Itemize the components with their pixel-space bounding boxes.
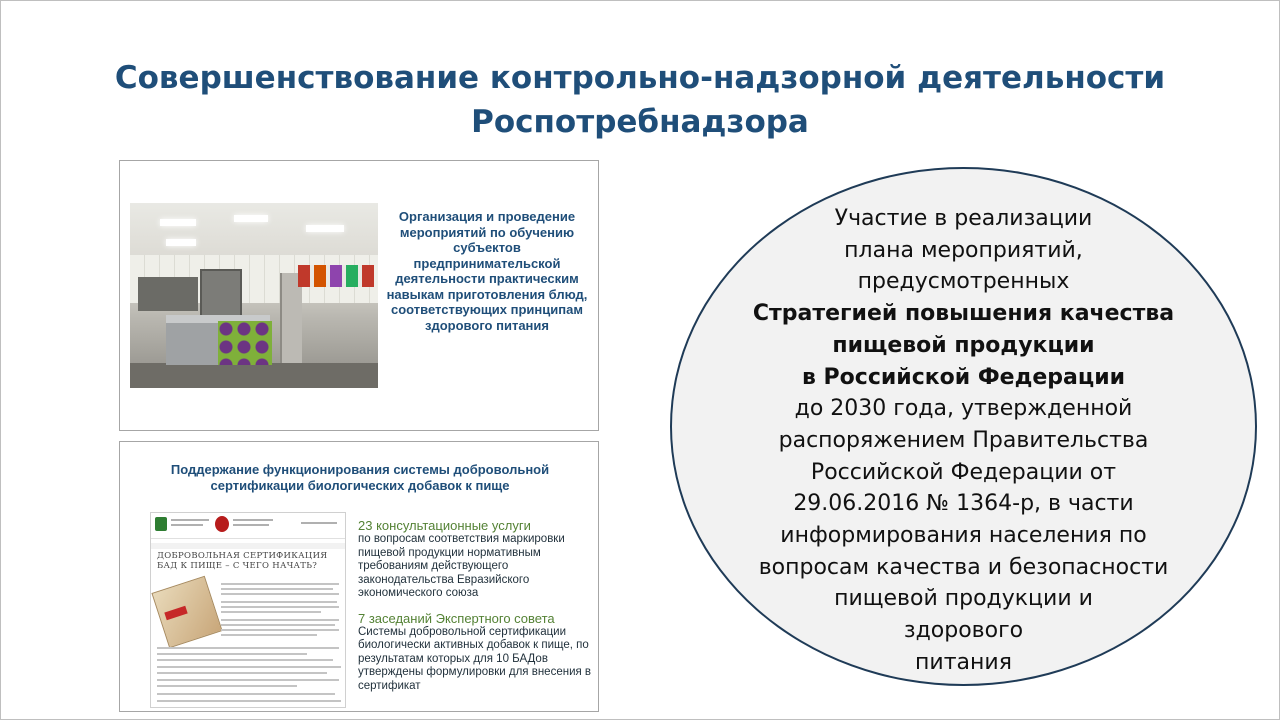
header-text-line [171, 524, 203, 526]
consultation-heading: 23 консультационные услуги [358, 518, 531, 533]
webpage-text-line [221, 593, 339, 595]
webpage-text-line [221, 588, 333, 590]
slide-title-line-1: Совершенствование контрольно-надзорной деятельности [114, 60, 1166, 96]
webpage-text-line [221, 611, 321, 613]
ceiling-light [234, 215, 268, 222]
strategy-bold-line [690, 298, 1237, 330]
strategy-line: пищевой продукции и [834, 586, 1093, 612]
webpage-text-line [157, 672, 327, 674]
webpage-heading: ДОБРОВОЛЬНАЯ СЕРТИФИКАЦИЯ БАД К ПИЩЕ – С ЧЕГО НАЧАТЬ? [157, 551, 328, 571]
header-text-line [171, 519, 209, 521]
webpage-text-line [221, 624, 335, 626]
kitchen-shelf [138, 277, 198, 311]
strategy-line: Российской Федерации от [810, 459, 1117, 485]
strategy-line: предусмотренных [857, 269, 1070, 295]
ceiling-light [160, 219, 196, 226]
strategy-line: вопросам качества и безопасности [758, 554, 1169, 580]
institute-logo-icon [155, 517, 167, 531]
strategy-line: плана мероприятий, [844, 237, 1083, 263]
webpage-text-line [157, 700, 341, 702]
strategy-bold-text: пищевой продукции [832, 332, 1095, 358]
webpage-text-line [221, 629, 339, 631]
training-card-text: Организация и проведение мероприятий по обучению субъектов предпринимательской деятельности практическим навыкам приготовления блюд, соответствующих принципам здорового питания [386, 209, 588, 333]
webpage-header [151, 513, 346, 539]
certification-info [358, 518, 594, 703]
webpage-text-line [221, 606, 339, 608]
certification-title-line-1: Поддержание функционирования системы добровольной [170, 462, 550, 477]
header-text-line [233, 519, 273, 521]
slide-title [40, 56, 1240, 144]
ceiling-light [166, 239, 196, 246]
strategy-line: распоряжением Правительства [778, 427, 1149, 453]
wall-posters [298, 265, 374, 287]
webpage-text-line [221, 634, 317, 636]
strategy-line: здорового [903, 618, 1024, 644]
strategy-bold-text: в Российской Федерации [801, 364, 1126, 390]
certification-card-title [130, 462, 590, 494]
webpage-text-line [157, 679, 339, 681]
certification-card [119, 441, 599, 712]
consultation-block [358, 518, 594, 601]
header-text-line [301, 522, 337, 524]
strategy-text [690, 203, 1237, 679]
slide-title-line-2: Роспотребнадзора [471, 104, 809, 140]
strategy-line: питания [915, 649, 1012, 675]
strategy-line: Участие в реализации [834, 206, 1093, 231]
consultation-text: по вопросам соответствия маркировки пищевой продукции нормативным требованиям действующего законодательства Евразийского экономического союза [358, 533, 565, 599]
webpage-text-line [221, 601, 337, 603]
webpage-screenshot [150, 512, 346, 708]
webpage-nav [151, 543, 346, 549]
webpage-text-line [157, 693, 335, 695]
strategy-line: информирования населения по [780, 523, 1147, 549]
strategy-bold-line [690, 362, 1237, 394]
header-text-line [233, 524, 269, 526]
council-text: Системы добровольной сертификации биологически активных добавок к пище, по результатам которых для 10 БАДов утверждены формулировки для внесения в сертификат [358, 625, 592, 692]
training-card [119, 160, 599, 431]
strategy-bold-text: Стратегией повышения качества [752, 301, 1175, 327]
webpage-text-line [221, 619, 339, 621]
council-block [358, 611, 594, 694]
strategy-bold-line [690, 330, 1237, 362]
council-heading: 7 заседаний Экспертного совета [358, 610, 555, 626]
kitchen-photo [130, 203, 378, 388]
webpage-text-line [221, 583, 339, 585]
island-pattern [218, 321, 272, 365]
webpage-text-line [157, 653, 307, 655]
ceiling-light [306, 225, 344, 232]
webpage-text-line [157, 666, 341, 668]
emblem-icon [215, 516, 229, 532]
webpage-text-line [157, 659, 333, 661]
webpage-text-line [157, 647, 339, 649]
strategy-line: 29.06.2016 № 1364-р, в части [793, 491, 1134, 517]
certification-title-line-2: сертификации биологических добавок к пище [210, 478, 510, 493]
kitchen-floor [130, 363, 378, 388]
strategy-line: до 2030 года, утвержденной [794, 396, 1133, 422]
webpage-text-line [157, 685, 297, 687]
